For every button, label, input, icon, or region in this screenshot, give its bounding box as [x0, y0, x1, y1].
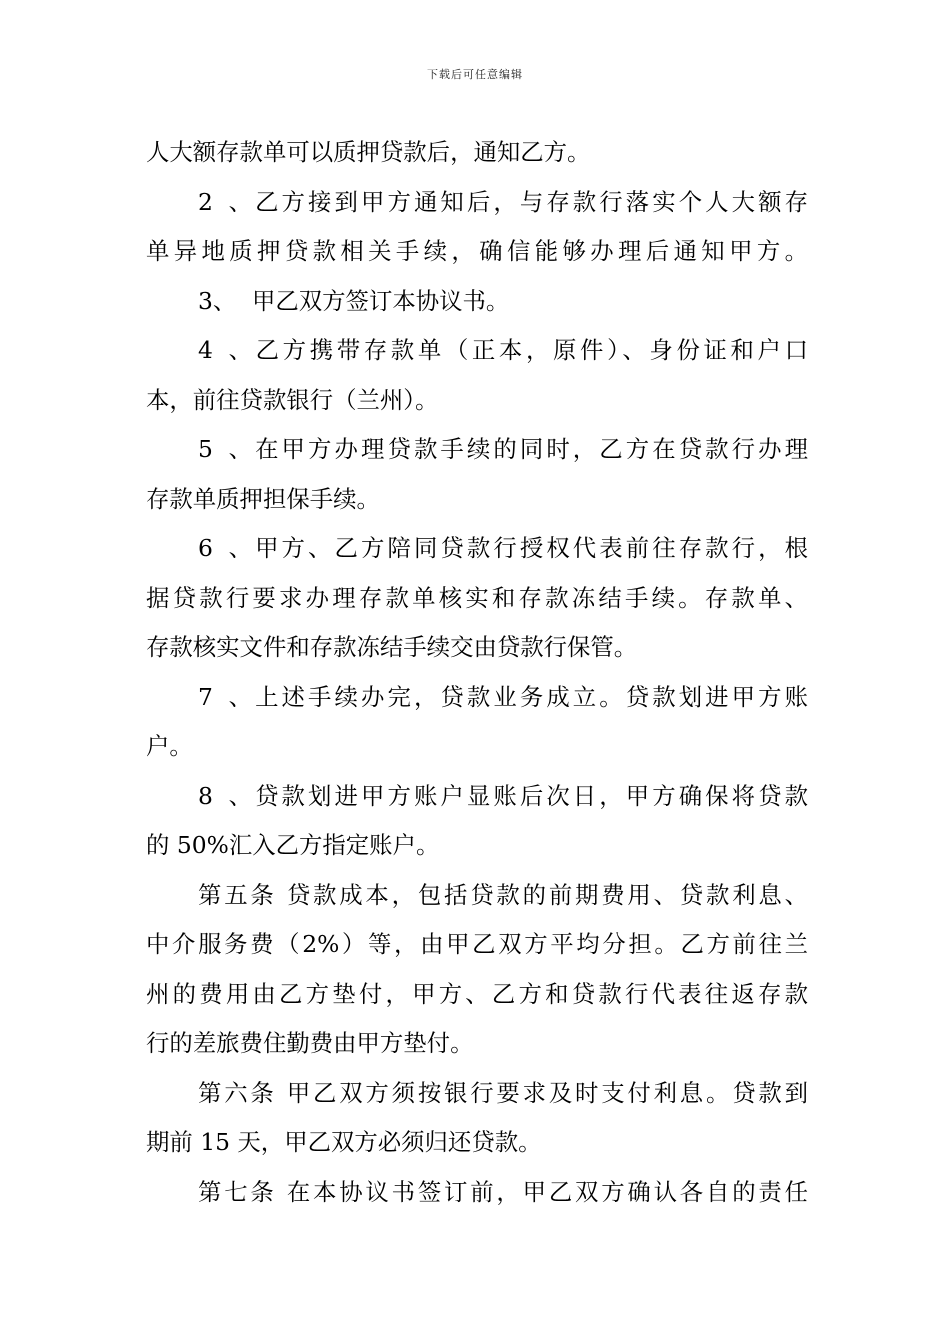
text-line: [146, 821, 808, 871]
text-line: [146, 326, 808, 376]
line-text: 乙方携带存款单（正本，原件）、身份证和户口: [252, 336, 808, 364]
text-line: [146, 722, 808, 772]
item-number: 2、: [198, 187, 252, 216]
text-line: [146, 227, 808, 277]
item-number: 8、: [198, 781, 252, 810]
line-text: 户。: [146, 732, 193, 760]
line-text: 第六条 甲乙双方须按银行要求及时支付利息。贷款到: [198, 1078, 808, 1107]
text-line: [146, 970, 808, 1020]
item-number: 7、: [198, 682, 252, 711]
line-text: 期前 15 天，甲乙双方必须归还贷款。: [146, 1128, 542, 1156]
line-text: 乙方接到甲方通知后，与存款行落实个人大额存: [252, 187, 808, 216]
line-text: 的 50%汇入乙方指定账户。: [146, 831, 440, 859]
header-note: 下载后可任意编辑: [427, 68, 523, 81]
text-line: [146, 673, 808, 723]
line-text: 人大额存款单可以质押贷款后，通知乙方。: [146, 138, 591, 166]
text-line: [146, 475, 808, 525]
text-line: [146, 425, 808, 475]
item-number: 5、: [198, 435, 252, 463]
line-text: 在甲方办理贷款手续的同时，乙方在贷款行办理: [252, 435, 808, 463]
line-text: 上述手续办完，贷款业务成立。贷款划进甲方账: [252, 682, 808, 711]
line-text: 甲方、乙方陪同贷款行授权代表前往存款行，根: [252, 534, 808, 562]
line-text: 甲乙双方签订本协议书。: [252, 286, 510, 315]
line-text: 第五条 贷款成本，包括贷款的前期费用、贷款利息、: [198, 880, 808, 909]
line-text: 单异地质押贷款相关手续，确信能够办理后通知甲方。: [146, 237, 808, 265]
line-text: 本，前往贷款银行（兰州）。: [146, 385, 439, 414]
text-line: [146, 920, 808, 970]
line-text: 贷款划进甲方账户显账后次日，甲方确保将贷款: [252, 781, 808, 810]
item-number: 4、: [198, 336, 252, 364]
line-text: 州的费用由乙方垫付，甲方、乙方和贷款行代表往返存款: [146, 979, 808, 1008]
item-number: 6、: [198, 534, 252, 562]
text-line: [146, 1168, 808, 1218]
line-text: 据贷款行要求办理存款单核实和存款冻结手续。存款单、: [146, 583, 808, 612]
line-text: 第七条 在本协议书签订前，甲乙双方确认各自的责任: [198, 1177, 808, 1206]
text-line: [146, 871, 808, 921]
line-text: 存款单质押担保手续。: [146, 484, 380, 513]
text-line: [146, 277, 808, 327]
text-line: [146, 524, 808, 574]
line-text: 中介服务费（2%）等，由甲乙双方平均分担。乙方前往兰: [146, 930, 808, 958]
text-line: [146, 1069, 808, 1119]
line-text: 行的差旅费住勤费由甲方垫付。: [146, 1029, 474, 1057]
text-line: [146, 1019, 808, 1069]
text-line: [146, 574, 808, 624]
text-line: [146, 178, 808, 228]
text-line: [146, 1118, 808, 1168]
item-number: 3、: [198, 286, 237, 315]
text-line: [146, 376, 808, 426]
text-line: [146, 128, 808, 178]
text-line: [146, 772, 808, 822]
document-body: [146, 128, 808, 1217]
line-text: 存款核实文件和存款冻结手续交由贷款行保管。: [146, 633, 638, 661]
text-line: [146, 623, 808, 673]
